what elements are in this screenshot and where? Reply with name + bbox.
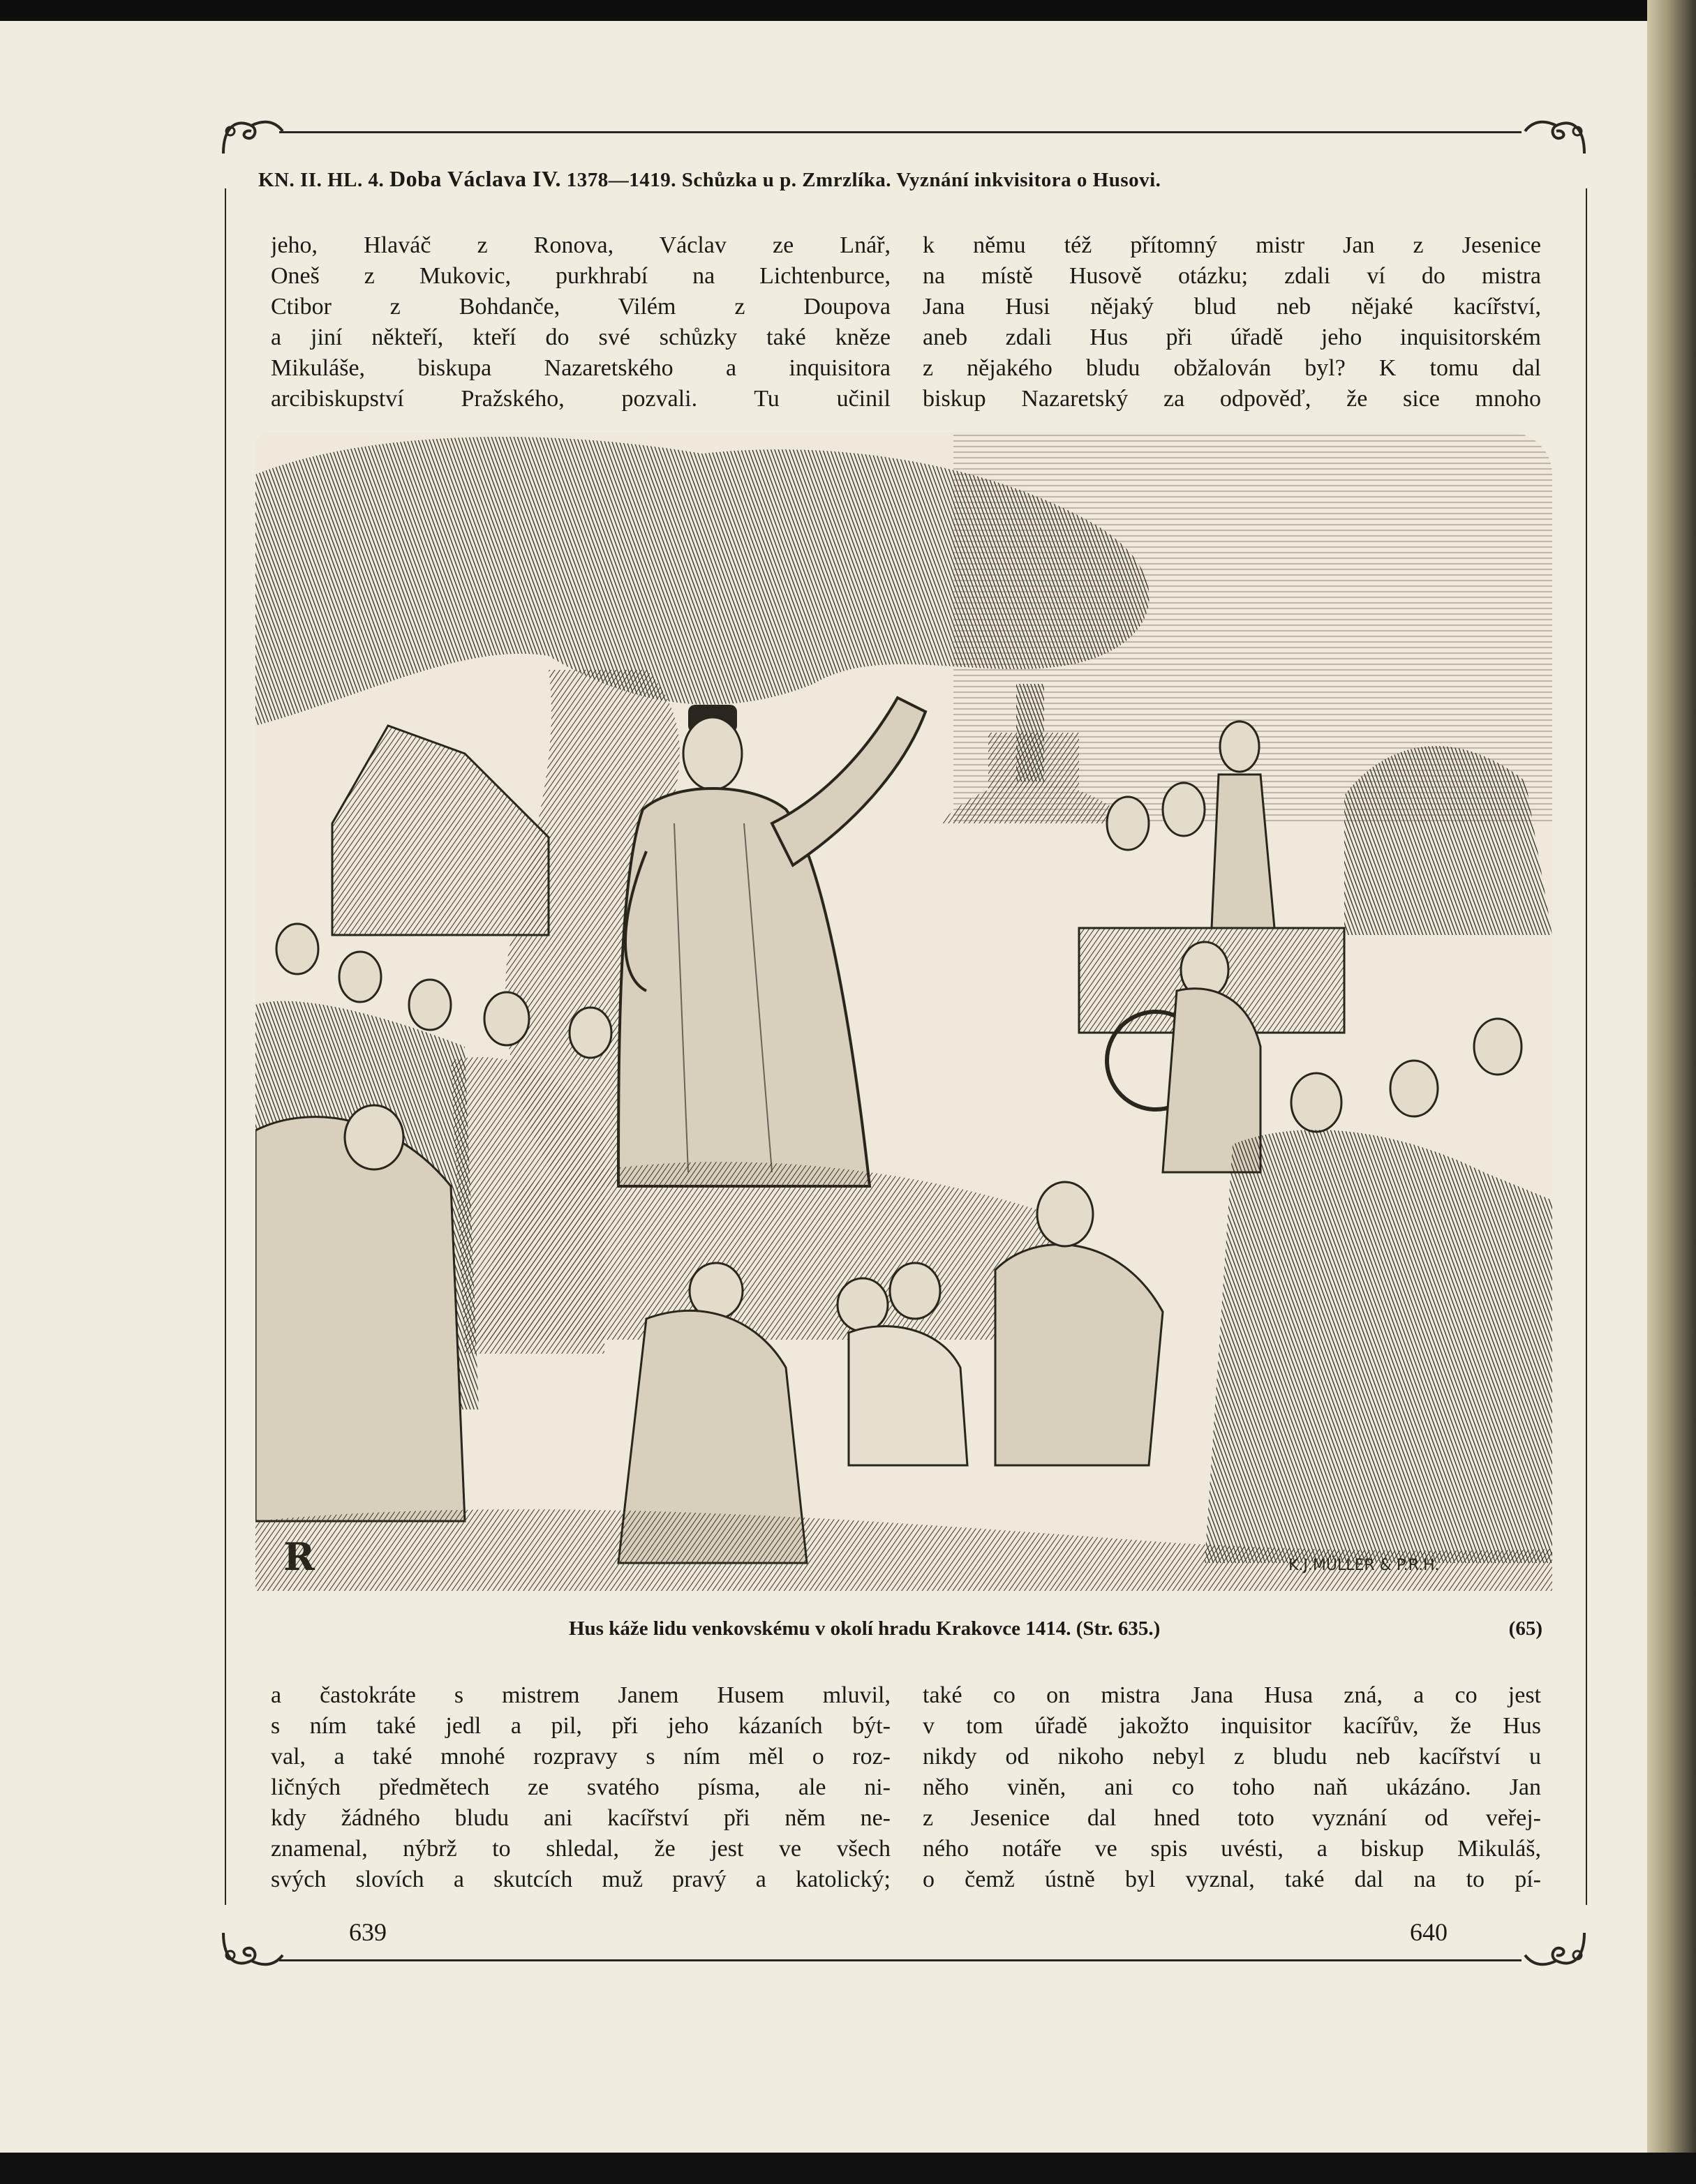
text-line: a jiní někteří, kteří do své schůzky také kněze bbox=[271, 324, 891, 350]
scan-bottom-band bbox=[0, 2153, 1696, 2184]
text-line: v tom úřadě jakožto inquisitor kacířův, že Hus bbox=[923, 1713, 1541, 1739]
ornament-corner-top-right bbox=[1522, 112, 1591, 160]
text-line: a častokráte s mistrem Janem Husem mluvil, bbox=[271, 1682, 891, 1708]
text-line: svých slovích a skutcích muž pravý a katolický; bbox=[271, 1867, 891, 1892]
ornament-corner-bottom-right bbox=[1522, 1926, 1591, 1975]
text-line: něho viněn, ani co toho naň ukázáno. Jan bbox=[923, 1774, 1541, 1800]
text-line: znamenal, nýbrž to shledal, že jest ve všech bbox=[271, 1836, 891, 1862]
text-line: Oneš z Mukovic, purkhrabí na Lichtenburce, bbox=[271, 263, 891, 289]
engraving-monogram: R bbox=[283, 1534, 315, 1579]
page-number-left: 639 bbox=[349, 1918, 387, 1946]
castle-wall bbox=[988, 733, 1079, 788]
caption-text: Hus káže lidu venkovskému v okolí hradu Krakovce 1414. (Str. 635.) bbox=[569, 1617, 1161, 1640]
text-line: biskup Nazaretský za odpověď, že sice mnoho bbox=[923, 386, 1541, 412]
top-right-column bbox=[923, 230, 1541, 414]
text-line: z nějakého bludu obžalován byl? K tomu dal bbox=[923, 355, 1541, 381]
text-line: kdy žádného bludu ani kacířství při něm ne- bbox=[271, 1805, 891, 1831]
figure-number: (65) bbox=[1508, 1617, 1542, 1640]
text-line: na místě Husově otázku; zdali ví do mistra bbox=[923, 263, 1541, 289]
header-suffix: 1378—1419. Schůzka u p. Zmrzlíka. Vyznání inkvisitora o Husovi. bbox=[566, 169, 1161, 191]
text-line: o čemž ústně byl vyznal, také dal na to pí- bbox=[923, 1867, 1541, 1892]
frame-left-rule bbox=[225, 188, 226, 1905]
running-header bbox=[258, 166, 1570, 192]
bottom-right-column bbox=[923, 1680, 1541, 1895]
engraver-signature: K.J.MÜLLER & P.R.H. bbox=[1288, 1557, 1440, 1574]
text-line: k němu též přítomný mistr Jan z Jesenice bbox=[923, 232, 1541, 258]
header-prefix: KN. II. HL. 4. bbox=[258, 169, 385, 191]
top-left-column bbox=[271, 230, 891, 414]
text-line: ličných předmětech ze svatého písma, ale ni- bbox=[271, 1774, 891, 1800]
frame-top-rule bbox=[279, 131, 1522, 133]
page-number-right: 640 bbox=[1410, 1918, 1448, 1946]
book-spine bbox=[1647, 0, 1696, 2184]
text-line: také co on mistra Jana Husa zná, a co jest bbox=[923, 1682, 1541, 1708]
text-line: ného notáře ve spis uvésti, a biskup Mikuláš, bbox=[923, 1836, 1541, 1862]
text-line: jeho, Hlaváč z Ronova, Václav ze Lnář, bbox=[271, 232, 891, 258]
header-title: Doba Václava IV. bbox=[389, 166, 561, 191]
engraving-scene bbox=[255, 433, 1552, 1591]
frame-bottom-rule bbox=[279, 1959, 1522, 1961]
frame-right-rule bbox=[1586, 188, 1587, 1905]
text-line: z Jesenice dal hned toto vyznání od veřej- bbox=[923, 1805, 1541, 1831]
text-line: Mikuláše, biskupa Nazaretského a inquisitora bbox=[271, 355, 891, 381]
text-line: s ním také jedl a pil, při jeho kázaních být- bbox=[271, 1713, 891, 1739]
ornament-corner-top-left bbox=[216, 112, 286, 160]
text-line: Jana Husi nějaký blud neb nějaké kacířství, bbox=[923, 294, 1541, 320]
bottom-left-column bbox=[271, 1680, 891, 1895]
text-line: val, a také mnohé rozpravy s ním měl o roz- bbox=[271, 1744, 891, 1770]
text-line: aneb zdali Hus při úřadě jeho inquisitorském bbox=[923, 324, 1541, 350]
engraving-illustration bbox=[255, 433, 1552, 1591]
text-line: arcibiskupství Pražského, pozvali. Tu učinil bbox=[271, 386, 891, 412]
ornament-corner-bottom-left bbox=[216, 1926, 286, 1975]
text-line: nikdy od nikoho nebyl z bludu neb kacířství u bbox=[923, 1744, 1541, 1770]
text-line: Ctibor z Bohdanče, Vilém z Doupova bbox=[271, 294, 891, 320]
